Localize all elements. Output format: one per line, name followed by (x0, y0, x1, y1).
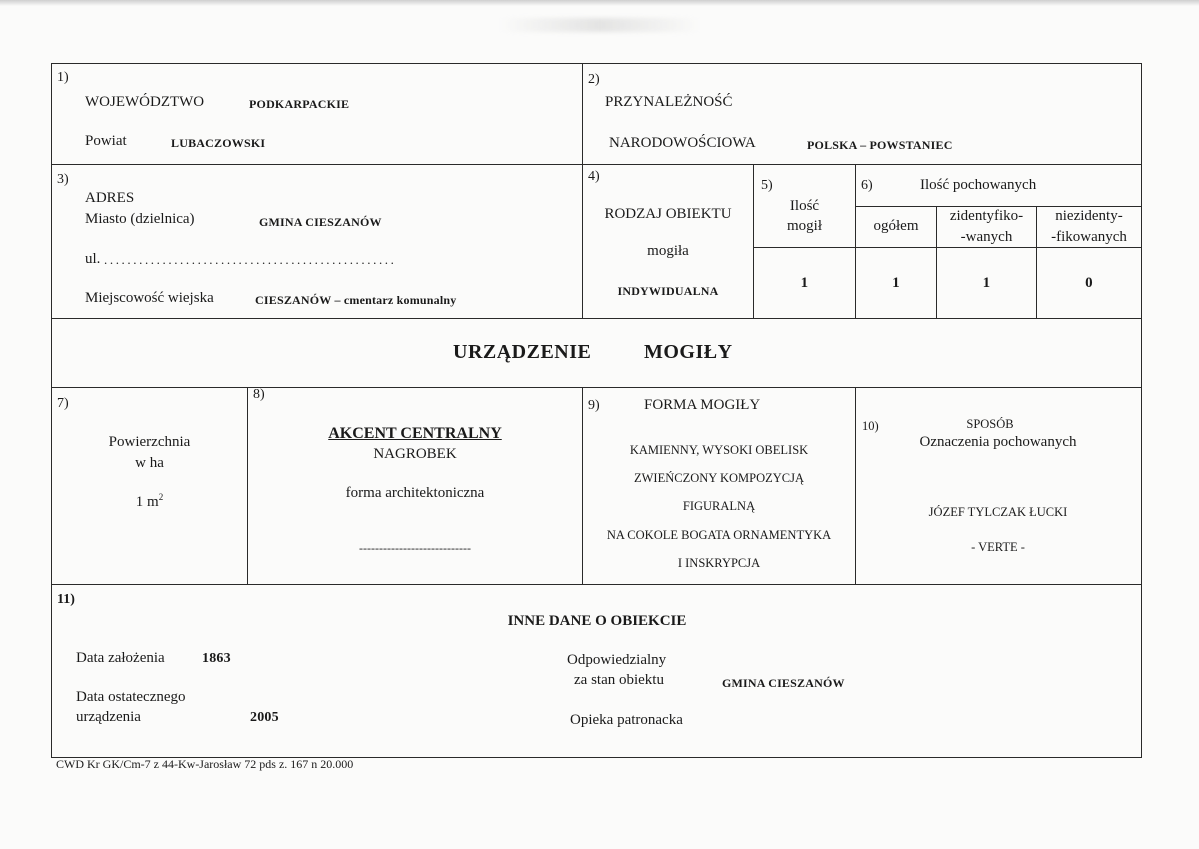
section-number: 11) (57, 592, 75, 607)
section-number: 7) (57, 396, 69, 411)
ul-dots: .................................................. (104, 252, 397, 267)
data-ostatecznego-label-2: urządzenia (76, 709, 141, 725)
forma-line-3: FIGURALNĄ (682, 499, 756, 513)
scan-smudge (500, 18, 700, 32)
rodzaj-obiektu-value: INDYWIDUALNA (617, 284, 719, 298)
przynaleznosc-value: POLSKA – POWSTANIEC (807, 138, 953, 152)
row1-divider (582, 63, 583, 164)
section-number: 5) (761, 178, 773, 193)
ilosc-mogil-label-2: mogił (786, 218, 822, 234)
frame-right (1141, 63, 1142, 758)
section-number: 8) (253, 387, 265, 402)
verte-note: - VERTE - (971, 540, 1025, 554)
section-number: 4) (588, 169, 600, 184)
section-number: 3) (57, 172, 69, 187)
section-number: 9) (588, 398, 600, 413)
sposob-label: SPOSÓB (966, 417, 1014, 431)
val-niezidentyfikowanych: 0 (1085, 275, 1093, 291)
miejscowosc-label: Miejscowość wiejska (85, 290, 214, 306)
forma-architektoniczna-label: forma architektoniczna (345, 485, 485, 501)
row2-div-b (753, 164, 754, 318)
ilosc-pochowanych-label: Ilość pochowanych (920, 177, 1037, 193)
row2-bottom (51, 318, 1142, 319)
rodzaj-obiektu-label: RODZAJ OBIEKTU (604, 206, 732, 222)
powiat-label: Powiat (85, 133, 127, 149)
wojewodztwo-label: WOJEWÓDZTWO (85, 94, 205, 110)
title-urzadzenie: URZĄDZENIE (453, 341, 592, 363)
data-ostatecznego-label-1: Data ostatecznego (76, 689, 186, 705)
odpowiedzialny-value: GMINA CIESZANÓW (722, 676, 845, 690)
data-ostatecznego-value: 2005 (250, 710, 279, 725)
forma-mogily-label: FORMA MOGIŁY (644, 397, 761, 413)
wojewodztwo-value: PODKARPACKIE (249, 97, 350, 111)
section-number: 2) (588, 72, 600, 87)
ilosc-mogil-value: 1 (800, 275, 809, 291)
row4-div-c (855, 387, 856, 584)
row1-bottom (51, 164, 1142, 165)
opieka-patronacka-label: Opieka patronacka (570, 712, 683, 728)
title-mogily: MOGIŁY (644, 341, 733, 363)
title-bottom (51, 387, 1142, 388)
col-niezidentyfikowanych-1: niezidenty- (1055, 208, 1123, 224)
col-niezidentyfikowanych-2: -fikowanych (1051, 229, 1127, 245)
data-zalozenia-value: 1863 (202, 651, 231, 666)
section-number: 6) (861, 178, 873, 193)
footer-print-code: CWD Kr GK/Cm-7 z 44-Kw-Jarosław 72 pds z. 167 n 20.000 (56, 757, 354, 771)
powierzchnia-number: 1 m (135, 494, 159, 510)
powierzchnia-label-1: Powierzchnia (108, 434, 191, 450)
forma-line-4: NA COKOLE BOGATA ORNAMENTYKA (606, 528, 832, 542)
miejscowosc-value: CIESZANÓW – cmentarz komunalny (255, 293, 457, 307)
frame-top (51, 63, 1142, 64)
ilosc-mogil-label-1: Ilość (789, 198, 820, 214)
section-number: 10) (862, 419, 879, 433)
powiat-value: LUBACZOWSKI (171, 136, 266, 150)
powierzchnia-value (52, 492, 247, 511)
forma-line-2: ZWIEŃCZONY KOMPOZYCJĄ (633, 471, 804, 485)
akcent-centralny-heading: AKCENT CENTRALNY (328, 425, 502, 442)
val-zidentyfikowanych: 1 (982, 275, 991, 291)
scan-top-edge (0, 0, 1199, 6)
miasto-value: GMINA CIESZANÓW (259, 215, 382, 229)
rodzaj-obiektu-sub: mogiła (647, 243, 689, 259)
forma-dashes: ---------------------------- (359, 541, 471, 555)
forma-line-5: I INSKRYPCJA (677, 556, 761, 570)
frame-left (51, 63, 52, 758)
odpowiedzialny-label-1: Odpowiedzialny (567, 652, 667, 668)
oznaczenie-name: JÓZEF TYLCZAK ŁUCKI (928, 505, 1068, 519)
powierzchnia-unit-sup: 2 (158, 492, 164, 502)
oznaczenia-label: Oznaczenia pochowanych (919, 434, 1077, 450)
narodowosciowa-label: NARODOWOŚCIOWA (609, 135, 756, 151)
values-top-line (753, 247, 1142, 248)
data-zalozenia-label: Data założenia (76, 650, 165, 666)
powierzchnia-label-2: w ha (135, 455, 164, 471)
row2-div-c (855, 164, 856, 318)
inne-dane-title: INNE DANE O OBIEKCIE (507, 613, 687, 629)
row4-bottom (51, 584, 1142, 585)
col-ogolem: ogółem (873, 218, 919, 234)
odpowiedzialny-label-2: za stan obiektu (574, 672, 664, 688)
ul-label: ul. (85, 251, 101, 267)
col-zidentyfikowanych-2: -wanych (960, 229, 1013, 245)
section-number: 1) (57, 70, 69, 85)
col-zidentyfikowanych-1: zidentyfiko- (949, 208, 1024, 224)
s6-header-line (855, 206, 1142, 207)
adres-label: ADRES (85, 190, 135, 206)
forma-line-1: KAMIENNY, WYSOKI OBELISK (629, 443, 809, 457)
miasto-label: Miasto (dzielnica) (85, 211, 195, 227)
nagrobek-label: NAGROBEK (373, 446, 457, 462)
przynaleznosc-label: PRZYNALEŻNOŚĆ (605, 94, 733, 110)
val-ogolem: 1 (892, 275, 900, 291)
